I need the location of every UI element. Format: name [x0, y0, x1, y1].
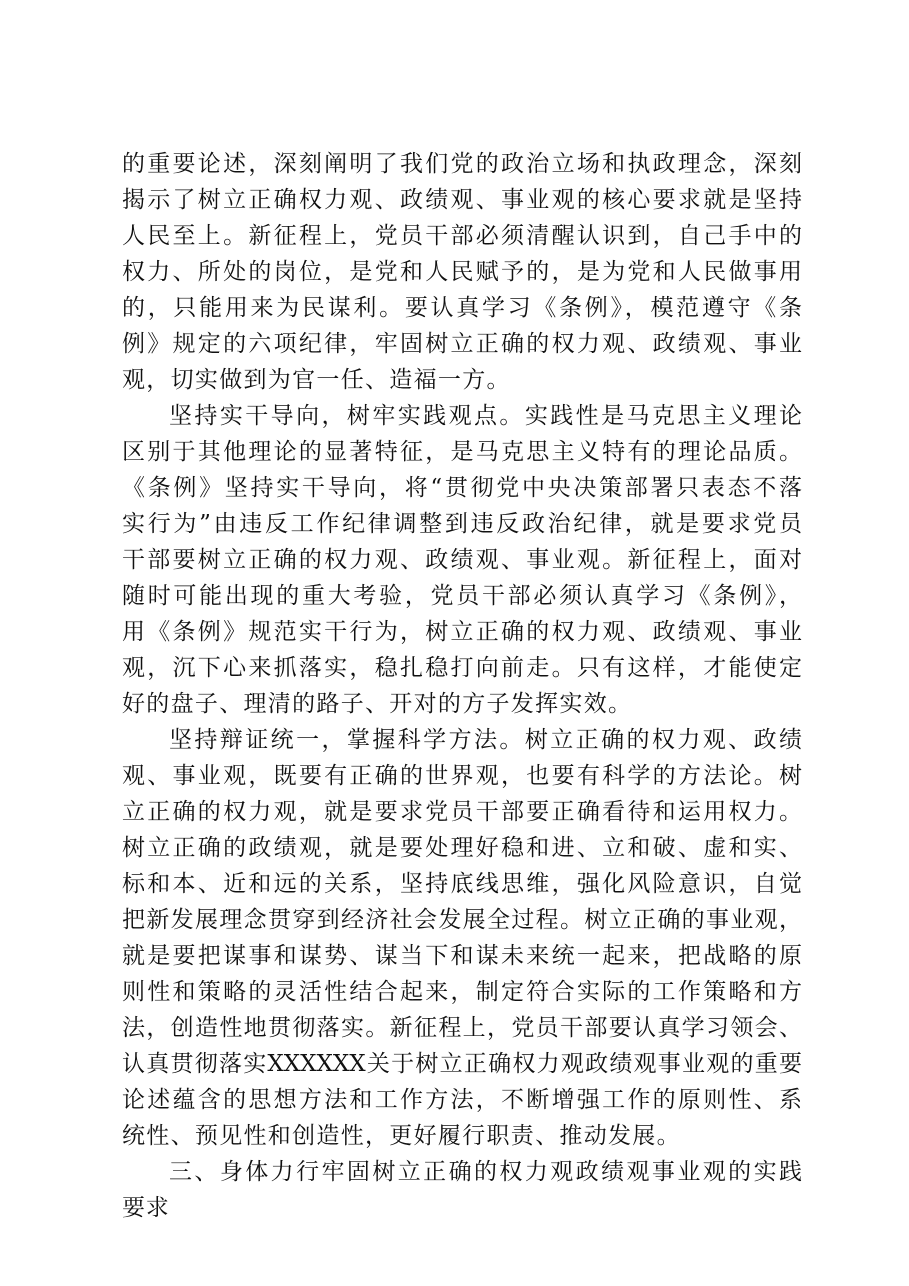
text-line: 权力、所处的岗位，是党和人民赋予的，是为党和人民做事用: [122, 259, 802, 285]
text-line: 把新发展理念贯穿到经济社会发展全过程。树立正确的事业观，: [122, 907, 802, 933]
text-line: 例》规定的六项纪律，牢固树立正确的权力观、政绩观、事业: [122, 331, 802, 357]
text-line: 统性、预见性和创造性，更好履行职责、推动发展。: [122, 1123, 681, 1149]
section-heading: 三、身体力行牢固树立正确的权力观政绩观事业观的实践: [169, 1159, 802, 1185]
text-line: 观，切实做到为官一任、造福一方。: [122, 367, 511, 393]
text-line: 观、事业观，既要有正确的世界观，也要有科学的方法论。树: [122, 763, 802, 789]
paragraph-first-line: 坚持实干导向，树牢实践观点。实践性是马克思主义理论: [169, 403, 802, 429]
text-line: 随时可能出现的重大考验，党员干部必须认真学习《条例》，: [122, 583, 802, 609]
text-line: 认真贯彻落实XXXXXX关于树立正确权力观政绩观事业观的重要: [122, 1051, 802, 1077]
text-line: 干部要树立正确的权力观、政绩观、事业观。新征程上，面对: [122, 547, 802, 573]
text-line: 论述蕴含的思想方法和工作方法，不断增强工作的原则性、系: [122, 1087, 802, 1113]
text-line: 的重要论述，深刻阐明了我们党的政治立场和执政理念，深刻: [122, 151, 802, 177]
text-line: 则性和策略的灵活性结合起来，制定符合实际的工作策略和方: [122, 979, 802, 1005]
paragraph-first-line: 坚持辩证统一，掌握科学方法。树立正确的权力观、政绩: [169, 727, 802, 753]
text-line: 实行为”由违反工作纪律调整到违反政治纪律，就是要求党员: [122, 511, 802, 537]
text-line: 揭示了树立正确权力观、政绩观、事业观的核心要求就是坚持: [122, 187, 802, 213]
text-line: 就是要把谋事和谋势、谋当下和谋未来统一起来，把战略的原: [122, 943, 802, 969]
text-line: 用《条例》规范实干行为，树立正确的权力观、政绩观、事业: [122, 619, 802, 645]
text-line: 法，创造性地贯彻落实。新征程上，党员干部要认真学习领会、: [122, 1015, 802, 1041]
text-line: 区别于其他理论的显著特征，是马克思主义特有的理论品质。: [122, 439, 802, 465]
text-line: 观，沉下心来抓落实，稳扎稳打向前走。只有这样，才能使定: [122, 655, 802, 681]
text-line: 立正确的权力观，就是要求党员干部要正确看待和运用权力。: [122, 799, 802, 825]
text-line: 的，只能用来为民谋利。要认真学习《条例》，模范遵守《条: [122, 295, 802, 321]
text-line: 人民至上。新征程上，党员干部必须清醒认识到，自己手中的: [122, 223, 802, 249]
text-line: 标和本、近和远的关系，坚持底线思维，强化风险意识，自觉: [122, 871, 802, 897]
text-line: 《条例》坚持实干导向，将“贯彻党中央决策部署只表态不落: [122, 475, 802, 501]
section-heading-continuation: 要求: [122, 1195, 170, 1221]
text-line: 好的盘子、理清的路子、开对的方子发挥实效。: [122, 691, 633, 717]
text-line: 树立正确的政绩观，就是要处理好稳和进、立和破、虚和实、: [122, 835, 802, 861]
